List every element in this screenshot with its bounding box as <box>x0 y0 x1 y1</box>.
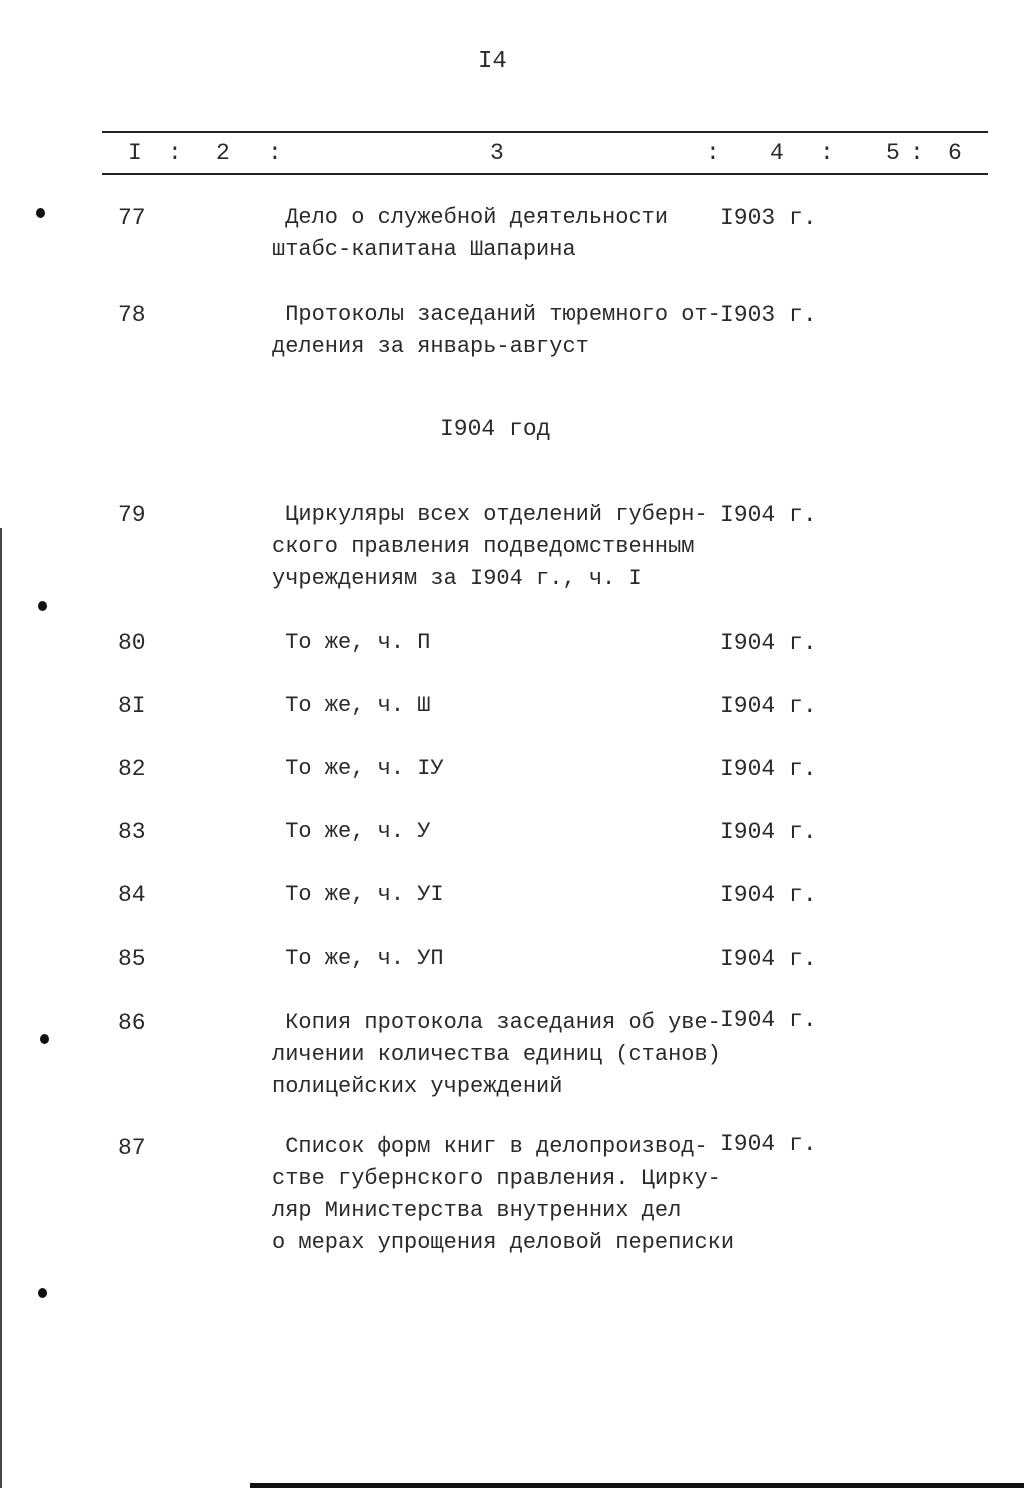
entry-line: ского правления подведомственным <box>272 534 695 559</box>
header-col-3: 3 <box>490 140 504 166</box>
entry-line: стве губернского правления. Цирку- <box>272 1166 721 1191</box>
entry-number: 86 <box>118 1010 146 1036</box>
entry-year: I904 г. <box>720 502 817 528</box>
header-sep: : <box>820 140 834 166</box>
punch-hole-mark <box>40 1034 49 1044</box>
header-bottom-rule <box>102 173 988 175</box>
header-col-4: 4 <box>770 140 784 166</box>
header-top-rule <box>102 131 988 133</box>
entry-year: I903 г. <box>720 302 817 328</box>
entry-line: Протоколы заседаний тюремного от- <box>272 302 721 327</box>
entry-line: То же, ч. УП <box>272 946 444 971</box>
entry-line: То же, ч. IУ <box>272 756 444 781</box>
entry-description <box>272 943 732 975</box>
entry-year: I904 г. <box>720 630 817 656</box>
entry-line: деления за январь-август <box>272 334 589 359</box>
entry-line: Циркуляры всех отделений губерн- <box>272 502 708 527</box>
punch-hole-mark <box>38 1288 47 1298</box>
punch-hole-mark <box>38 601 47 611</box>
entry-description <box>272 627 732 659</box>
entry-year: I904 г. <box>720 1131 817 1157</box>
punch-hole-mark <box>36 208 45 218</box>
entry-line: личении количества единиц (станов) <box>272 1042 721 1067</box>
header-sep: : <box>706 140 720 166</box>
entry-line: учреждениям за I904 г., ч. I <box>272 566 642 591</box>
entry-line: Список форм книг в делопроизвод- <box>272 1134 708 1159</box>
entry-number: 8I <box>118 693 146 719</box>
entry-description <box>272 690 732 722</box>
entry-year: I904 г. <box>720 1007 817 1033</box>
entry-number: 79 <box>118 502 146 528</box>
entry-description <box>272 753 732 785</box>
entry-line: о мерах упрощения деловой переписки <box>272 1230 735 1255</box>
entry-description <box>272 202 732 266</box>
entry-year: I904 г. <box>720 819 817 845</box>
entry-description <box>272 879 732 911</box>
entry-line: Копия протокола заседания об уве- <box>272 1010 721 1035</box>
entry-description <box>272 816 732 848</box>
entry-line: То же, ч. Ш <box>272 693 431 718</box>
entry-number: 85 <box>118 946 146 972</box>
scan-left-edge <box>0 528 2 1488</box>
entry-number: 80 <box>118 630 146 656</box>
header-sep: : <box>910 140 924 166</box>
entry-line: штабс-капитана Шапарина <box>272 237 576 262</box>
entry-year: I904 г. <box>720 946 817 972</box>
entry-line: полицейских учреждений <box>272 1074 563 1099</box>
header-sep: : <box>168 140 182 166</box>
entry-description <box>272 1131 735 1259</box>
entry-number: 83 <box>118 819 146 845</box>
entry-number: 82 <box>118 756 146 782</box>
entry-line: То же, ч. УI <box>272 882 444 907</box>
entry-line: ляр Министерства внутренних дел <box>272 1198 682 1223</box>
entry-line: То же, ч. У <box>272 819 431 844</box>
entry-number: 77 <box>118 205 146 231</box>
section-heading-year: I904 год <box>440 416 551 442</box>
entry-description <box>272 1007 732 1103</box>
entry-line: Дело о служебной деятельности <box>272 205 669 230</box>
scan-bottom-edge <box>250 1483 1024 1488</box>
header-sep: : <box>268 140 282 166</box>
entry-number: 87 <box>118 1135 146 1161</box>
entry-year: I904 г. <box>720 882 817 908</box>
entry-number: 78 <box>118 302 146 328</box>
header-col-1: I <box>128 140 142 166</box>
entry-year: I904 г. <box>720 693 817 719</box>
entry-number: 84 <box>118 882 146 908</box>
header-col-5: 5 <box>886 140 900 166</box>
header-col-6: 6 <box>948 140 962 166</box>
page-number: I4 <box>478 48 507 75</box>
entry-description <box>272 499 732 595</box>
entry-description <box>272 299 732 363</box>
header-col-2: 2 <box>216 140 230 166</box>
entry-line: То же, ч. П <box>272 630 431 655</box>
entry-year: I904 г. <box>720 756 817 782</box>
entry-year: I903 г. <box>720 205 817 231</box>
